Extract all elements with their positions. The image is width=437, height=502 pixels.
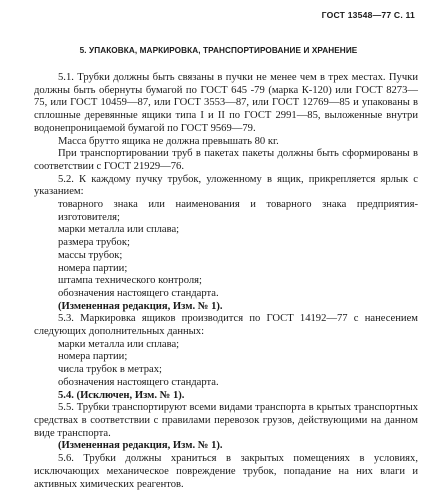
- amendment-note: (Измененная редакция, Изм. № 1).: [58, 440, 223, 452]
- marking-item: номера партии;: [58, 351, 128, 363]
- paragraph-5-3: 5.3. Маркировка ящиков производится по ГОСТ 14192—77 с нанесением следующих дополнительных данных:: [34, 313, 418, 338]
- paragraph-5-1-mass: Масса брутто ящика не должна превышать 80 кг.: [58, 135, 279, 147]
- label-item: массы трубок;: [58, 249, 123, 261]
- amendment-note: (Измененная редакция, Изм. № 1).: [58, 300, 223, 312]
- running-head: ГОСТ 13548—77 С. 11: [321, 10, 415, 20]
- section-body: [34, 72, 418, 491]
- label-item: обозначения настоящего стандарта.: [58, 287, 219, 299]
- paragraph-5-5: 5.5. Трубки транспортируют всеми видами транспорта в крытых транспортных средствах в соответствии с правилами перевозок грузов, действующими на данном виде транспорта.: [34, 402, 418, 439]
- label-item: размера трубок;: [58, 237, 130, 249]
- label-item: марки металла или сплава;: [58, 224, 180, 236]
- paragraph-5-1-packets: При транспортировании труб в пакетах пакеты должны быть сформированы в соответствии с ГОСТ 21929—76.: [34, 148, 418, 172]
- marking-item: числа трубок в метрах;: [58, 364, 162, 376]
- paragraph-5-2: 5.2. К каждому пучку трубок, уложенному в ящик, прикрепляется ярлык с указанием:: [34, 173, 418, 198]
- marking-item: марки металла или сплава;: [58, 338, 180, 350]
- label-item: товарного знака или наименования и товарного знака предприятия-изготовителя;: [58, 199, 418, 223]
- section-title: 5. УПАКОВКА, МАРКИРОВКА, ТРАНСПОРТИРОВАНИЕ И ХРАНЕНИЕ: [79, 46, 358, 55]
- paragraph-5-4: 5.4. (Исключен, Изм. № 1).: [58, 389, 185, 401]
- marking-item: обозначения настоящего стандарта.: [58, 376, 219, 388]
- label-item: номера партии;: [58, 262, 128, 274]
- paragraph-5-1: 5.1. Трубки должны быть связаны в пучки не менее чем в трех местах. Пучки должны быть обернуты бумагой по ГОСТ 645 -79 (марка К-120) или ГОСТ 8273—75, или ГОСТ 10459—87, или ГОСТ 3553—87, или ГОСТ 12769—85 и упакованы в сплошные деревянные ящики типа I и II по ГОСТ 2991—85, выложенные внутри водонепроницаемой бумагой по ГОСТ 9569—79.: [34, 72, 418, 134]
- paragraph-5-6: 5.6. Трубки должны храниться в закрытых помещениях в условиях, исключающих механическое повреждение трубок, попадание на них влаги и активных химических реагентов.: [34, 453, 418, 490]
- label-item: штампа технического контроля;: [58, 275, 202, 287]
